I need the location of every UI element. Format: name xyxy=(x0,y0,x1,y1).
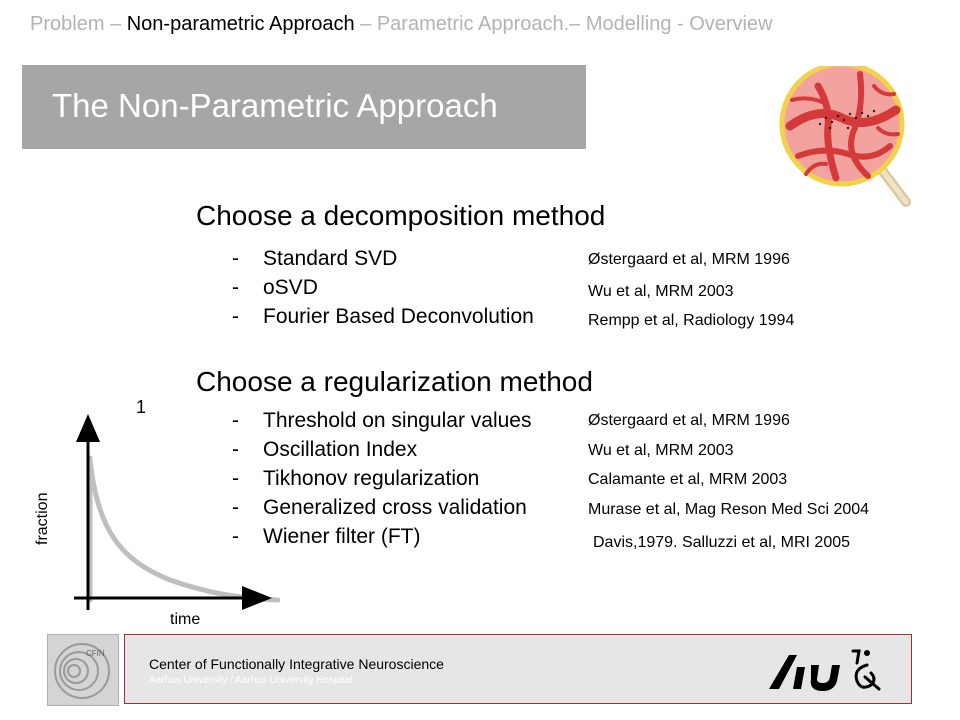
breadcrumb-problem: Problem – xyxy=(30,13,127,35)
y-max-label: 1 xyxy=(136,397,147,417)
list-item: - Tikhonov regularization xyxy=(232,467,480,490)
y-axis-arrow xyxy=(76,414,100,442)
reference: Østergaard et al, MRM 1996 xyxy=(588,251,790,268)
reference: Østergaard et al, MRM 1996 xyxy=(588,412,790,429)
reference: Rempp et al, Radiology 1994 xyxy=(588,312,795,329)
residue-curve xyxy=(90,458,278,600)
list-item: - Threshold on singular values xyxy=(232,409,532,432)
decomposition-heading: Choose a decomposition method xyxy=(196,200,606,231)
list-item: - Fourier Based Deconvolution xyxy=(232,305,534,328)
reference: Davis,1979. Salluzzi et al, MRI 2005 xyxy=(593,534,851,551)
slide-title: The Non-Parametric Approach xyxy=(52,87,498,124)
footer xyxy=(124,634,912,704)
list-item: - Oscillation Index xyxy=(232,438,418,461)
magnifier-icon xyxy=(778,66,918,216)
breadcrumb-rest: – Parametric Approach.– Modelling - Overview xyxy=(354,13,773,35)
x-axis-arrow xyxy=(242,586,272,610)
footer-subtitle: Aarhus University / Aarhus University Hospital xyxy=(149,675,353,686)
list-item: - oSVD xyxy=(232,276,318,299)
list-item: - Wiener filter (FT) xyxy=(232,525,421,548)
reference: Murase et al, Mag Reson Med Sci 2004 xyxy=(588,501,870,518)
regularization-heading: Choose a regularization method xyxy=(196,366,593,397)
y-axis-label: fraction xyxy=(34,492,51,545)
aarhus-university-logo xyxy=(767,643,887,695)
title-banner xyxy=(22,65,586,149)
list-item: - Generalized cross validation xyxy=(232,496,527,519)
cfin-logo xyxy=(47,634,119,706)
list-item: - Standard SVD xyxy=(232,247,398,270)
footer-title: Center of Functionally Integrative Neuroscience xyxy=(149,656,444,672)
residue-curve-graph xyxy=(40,400,280,635)
reference: Wu et al, MRM 2003 xyxy=(588,283,734,300)
cfin-logo-text: CFIN xyxy=(86,649,105,658)
reference: Calamante et al, MRM 2003 xyxy=(588,471,788,488)
spiral-icon xyxy=(48,635,118,705)
reference: Wu et al, MRM 2003 xyxy=(588,442,734,459)
x-axis-label: time xyxy=(170,611,201,628)
breadcrumb xyxy=(30,13,773,36)
breadcrumb-nonparametric: Non-parametric Approach xyxy=(126,13,355,35)
